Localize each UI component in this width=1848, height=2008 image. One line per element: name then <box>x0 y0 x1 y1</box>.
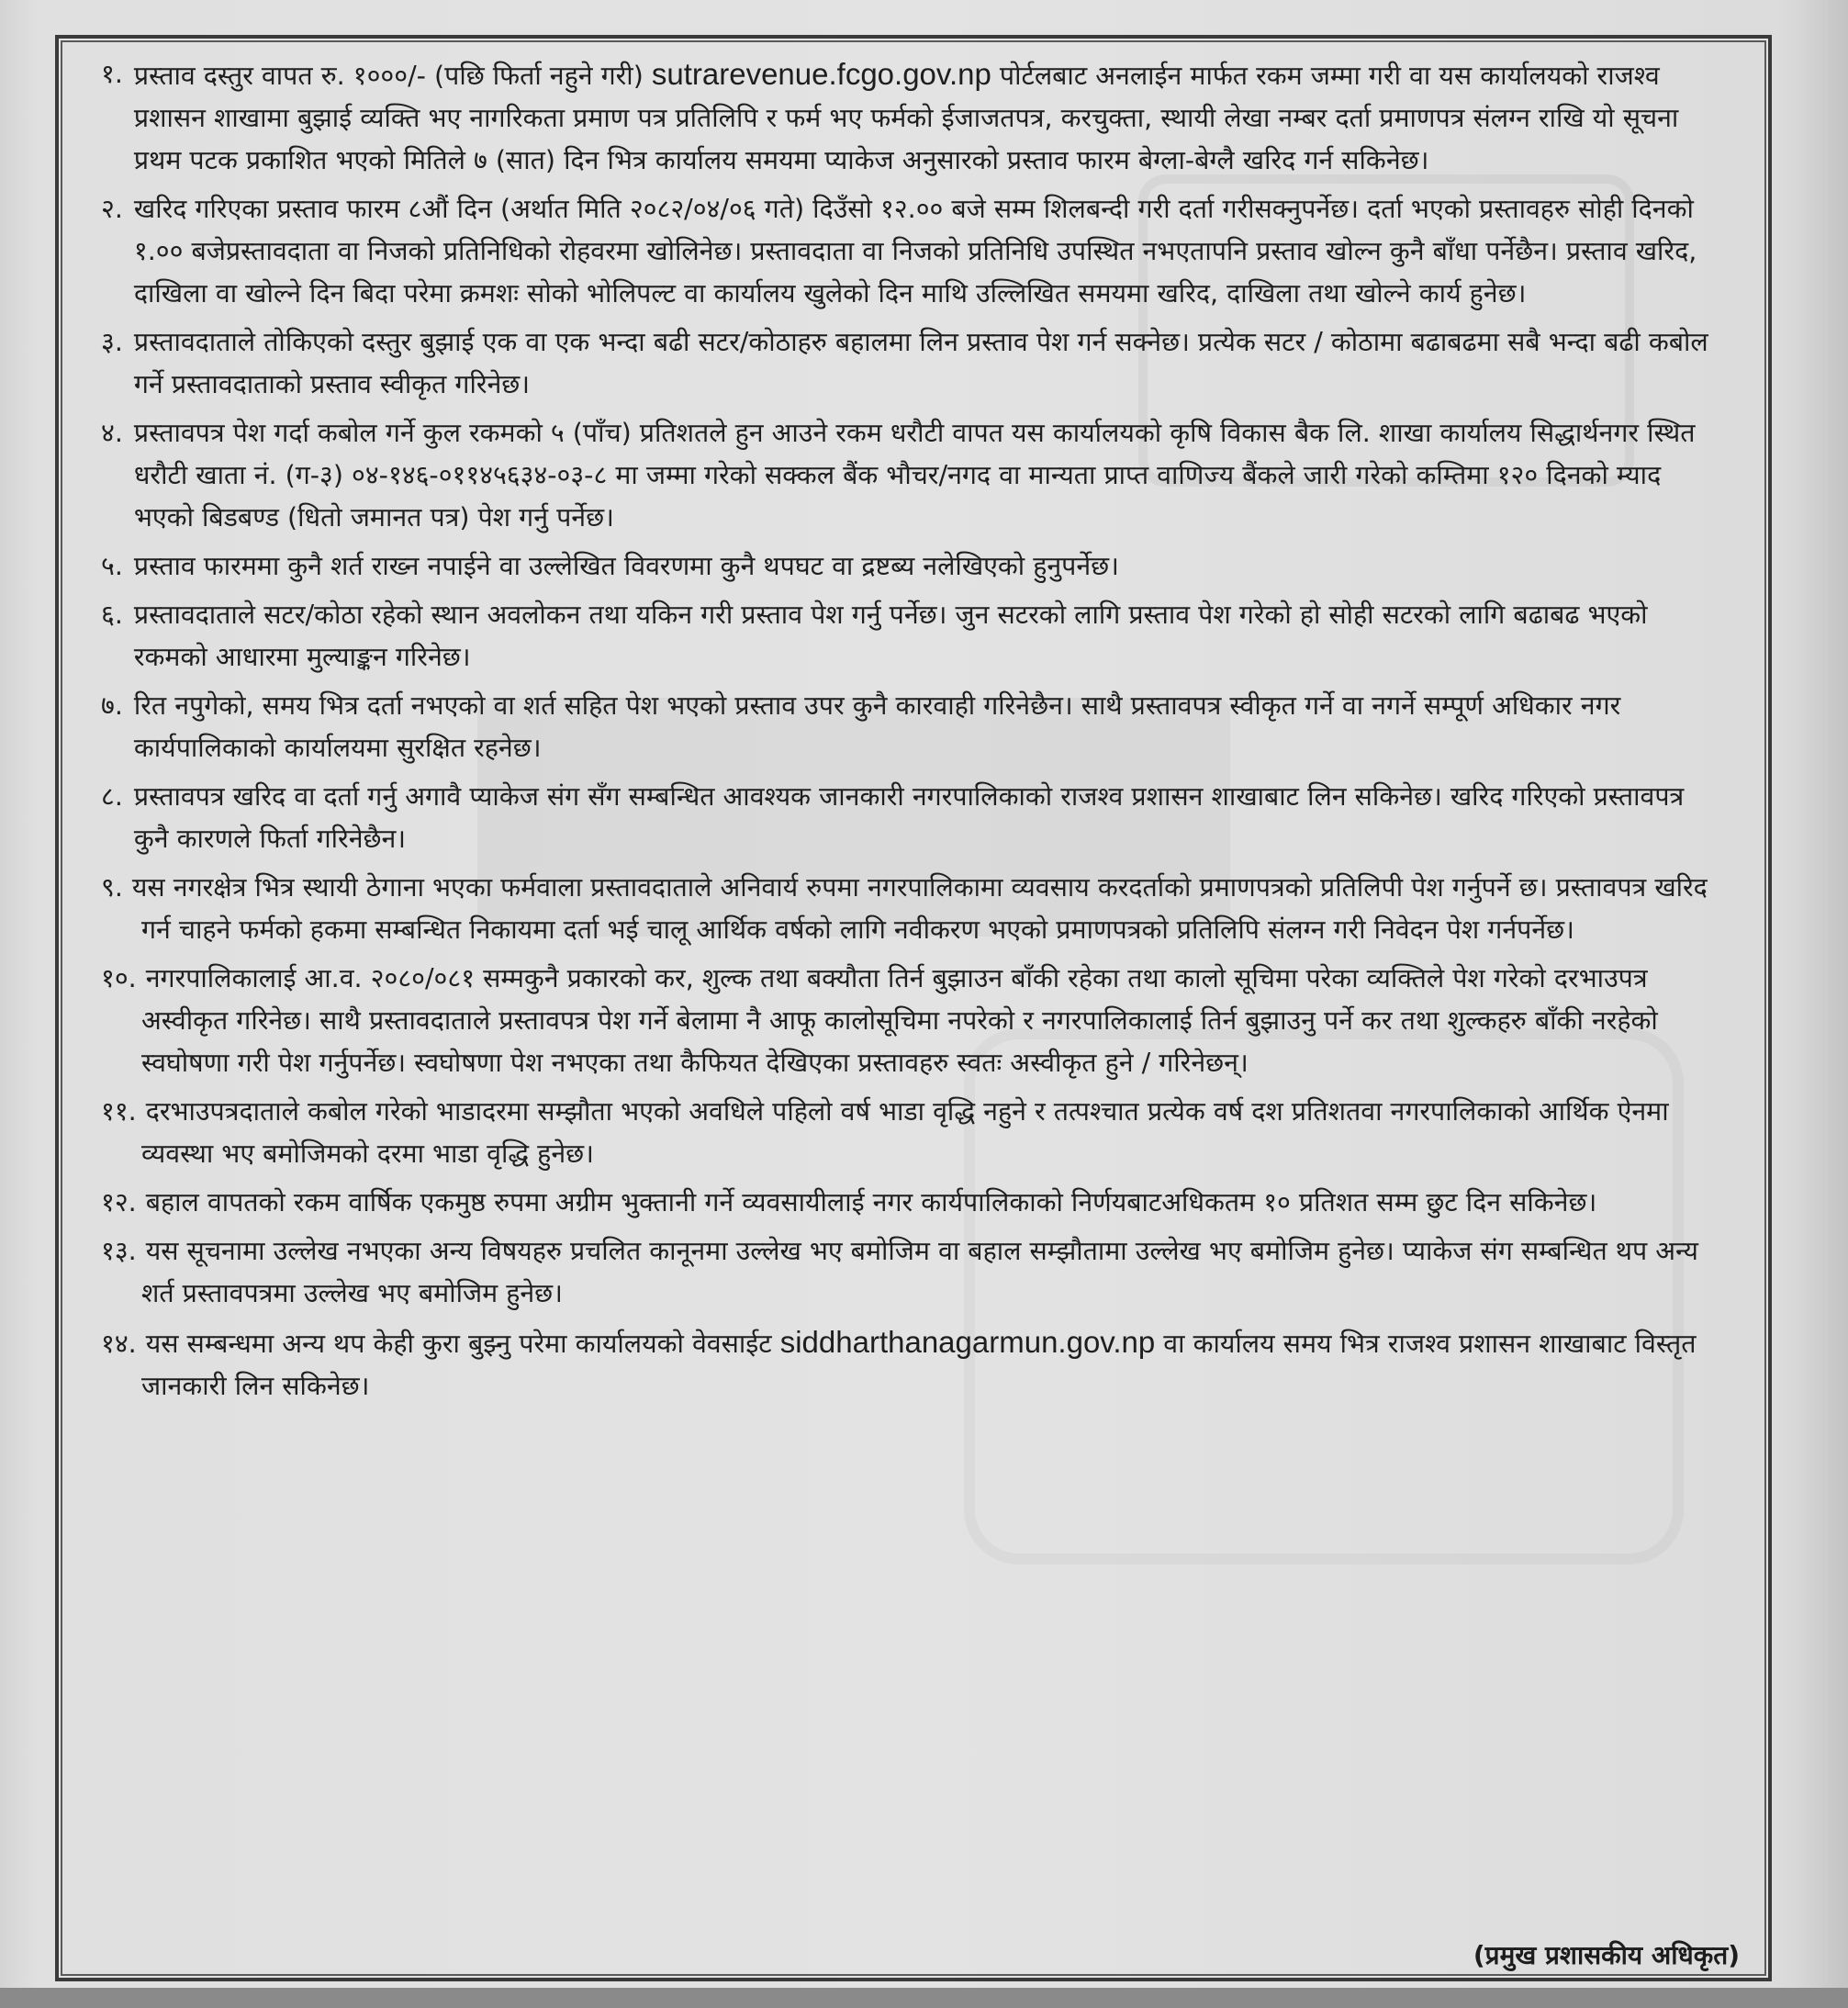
notice-item-10 <box>101 958 1726 1084</box>
item-text <box>141 1325 1697 1401</box>
item-text-part: प्रस्ताव दस्तुर वापत रु. १०००/- (पछि फिर्ता नहुने गरी) <box>133 61 652 91</box>
item-number: १. <box>101 59 123 89</box>
item-number: ९. <box>101 872 123 903</box>
item-number: ४. <box>101 418 123 448</box>
item-number: १४. <box>101 1329 137 1359</box>
notice-item-6 <box>101 594 1726 679</box>
item-number: १२. <box>101 1187 137 1217</box>
item-number: ३. <box>101 327 123 357</box>
municipality-website-url: siddharthanagarmun.gov.np <box>779 1325 1156 1359</box>
item-text: नगरपालिकालाई आ.व. २०८०/०८१ सम्मकुनै प्रकारको कर, शुल्क तथा बक्यौता तिर्न बुझाउन बाँकी रहेका तथा कालो सूचिमा परेका व्यक्तिले पेश गरेको दरभाउपत्र अस्वीकृत गरिनेछ। साथै प्रस्तावदाताले प्रस्तावपत्र पेश गर्ने बेलामा नै आफू कालोसूचिमा नपरेको र नगरपालिकालाई तिर्न बुझाउनु पर्ने कर तथा शुल्कहरु बाँकी नरहेको स्वघोषणा गरी पेश गर्नुपर्नेछ। स्वघोषणा पेश नभएका तथा कैफियत देखिएका प्रस्तावहरु स्वतः अस्वीकृत हुने / गरिनेछन्। <box>141 963 1658 1078</box>
notice-terms <box>101 53 1726 1414</box>
item-number: ५. <box>101 551 123 581</box>
notice-item-11 <box>101 1091 1726 1175</box>
notice-item-7 <box>101 685 1726 769</box>
item-number: १०. <box>101 963 137 993</box>
item-text <box>134 53 1726 182</box>
notice-item-14 <box>101 1321 1726 1408</box>
notice-item-1 <box>101 53 1726 182</box>
notice-item-4 <box>101 412 1726 539</box>
notice-item-2 <box>101 188 1726 315</box>
item-text: खरिद गरिएका प्रस्ताव फारम ८औं दिन (अर्थात मिति २०८२/०४/०६ गते) दिउँसो १२.०० बजे सम्म शिलबन्दी गरी दर्ता गरीसक्नुपर्नेछ। दर्ता भएको प्रस्तावहरु सोही दिनको १.०० बजेप्रस्तावदाता वा निजको प्रतिनिधिको रोहवरमा खोलिनेछ। प्रस्तावदाता वा निजको प्रतिनिधि उपस्थित नभएतापनि प्रस्ताव खोल्न कुनै बाँधा पर्नेछैन। प्रस्ताव खरिद, दाखिला वा खोल्ने दिन बिदा परेमा क्रमशः सोको भोलिपल्ट वा कार्यालय खुलेको दिन माथि उल्लिखित समयमा खरिद, दाखिला तथा खोल्ने कार्य हुनेछ। <box>133 194 1697 308</box>
item-text: प्रस्तावपत्र खरिद वा दर्ता गर्नु अगावै प्याकेज संग सँग सम्बन्धित आवश्यक जानकारी नगरपालिकाको राजश्व प्रशासन शाखाबाट लिन सकिनेछ। खरिद गरिएको प्रस्तावपत्र कुनै कारणले फिर्ता गरिनेछैन। <box>133 781 1685 854</box>
notice-item-5 <box>101 545 1726 588</box>
item-number: ८. <box>101 781 123 812</box>
notice-item-8 <box>101 776 1726 860</box>
item-text: प्रस्तावदाताले सटर/कोठा रहेको स्थान अवलोकन तथा यकिन गरी प्रस्ताव पेश गर्नु पर्नेछ। जुन सटरको लागि प्रस्ताव पेश गरेको हो सोही सटरको लागि बढाबढ भएको रकमको आधारमा मुल्याङ्कन गरिनेछ। <box>133 600 1648 672</box>
notice-item-9 <box>101 867 1726 951</box>
item-text: प्रस्तावदाताले तोकिएको दस्तुर बुझाई एक वा एक भन्दा बढी सटर/कोठाहरु बहालमा लिन प्रस्ताव पेश गर्न सक्नेछ। प्रत्येक सटर / कोठामा बढाबढमा सबै भन्दा बढी कबोल गर्ने प्रस्तावदाताको प्रस्ताव स्वीकृत गरिनेछ। <box>133 327 1708 399</box>
item-text: प्रस्तावपत्र पेश गर्दा कबोल गर्ने कुल रकमको ५ (पाँच) प्रतिशतले हुन आउने रकम धरौटी वापत यस कार्यालयको कृषि विकास बैक लि. शाखा कार्यालय सिद्धार्थनगर स्थित धरौटी खाता नं. (ग-३) ०४-१४६-०११४५६३४-०३-८ मा जम्मा गरेको सक्कल बैंक भौचर/नगद वा मान्यता प्राप्त वाणिज्य बैंकले जारी गरेको कम्तिमा १२० दिनको म्याद भएको बिडबण्ड (धितो जमानत पत्र) पेश गर्नु पर्नेछ। <box>133 418 1696 533</box>
item-number: १३. <box>101 1236 137 1266</box>
item-text: प्रस्ताव फारममा कुनै शर्त राख्न नपाईने वा उल्लेखित विवरणमा कुनै थपघट वा द्रष्टब्य नलेखिएको हुनुपर्नेछ। <box>133 551 1119 581</box>
item-text: दरभाउपत्रदाताले कबोल गरेको भाडादरमा सम्झौता भएको अवधिले पहिलो वर्ष भाडा वृद्धि नहुने र तत्पश्चात प्रत्येक वर्ष दश प्रतिशतवा नगरपालिकाको आर्थिक ऐनमा व्यवस्था भए बमोजिमको दरमा भाडा वृद्धि हुनेछ। <box>141 1096 1669 1169</box>
bottom-scan-edge <box>0 1988 1848 2008</box>
item-number: ७. <box>101 690 123 721</box>
item-text-part: वा कार्यालय समय भित्र राजश्व प्रशासन शाखाबाट विस्तृत जानकारी लिन सकिनेछ। <box>141 1329 1697 1401</box>
item-number: २. <box>101 194 123 224</box>
item-text: यस सूचनामा उल्लेख नभएका अन्य विषयहरु प्रचलित कानूनमा उल्लेख भए बमोजिम वा बहाल सम्झौतामा उल्लेख भए बमोजिम हुनेछ। प्याकेज संग सम्बन्धित थप अन्य शर्त प्रस्तावपत्रमा उल्लेख भए बमोजिम हुनेछ। <box>141 1236 1698 1308</box>
page-spine-shadow <box>1793 0 1848 2008</box>
notice-item-13 <box>101 1230 1726 1315</box>
signature-designation: (प्रमुख प्रशासकीय अधिकृत) <box>1473 1940 1740 1970</box>
item-number: ११. <box>101 1096 137 1127</box>
notice-item-3 <box>101 321 1726 406</box>
item-text-part: यस सम्बन्धमा अन्य थप केही कुरा बुझ्नु परेमा कार्यालयको वेवसाईट <box>145 1329 780 1359</box>
item-number: ६. <box>101 600 123 630</box>
notice-item-12 <box>101 1182 1726 1224</box>
item-text: बहाल वापतको रकम वार्षिक एकमुष्ठ रुपमा अग्रीम भुक्तानी गर्ने व्यवसायीलाई नगर कार्यपालिकाको निर्णयबाटअधिकतम १० प्रतिशत सम्म छुट दिन सकिनेछ। <box>145 1187 1597 1217</box>
revenue-portal-url: sutrarevenue.fcgo.gov.np <box>651 57 991 91</box>
item-text-part: पोर्टलबाट अनलाईन मार्फत रकम जम्मा गरी वा यस कार्यालयको राजश्व प्रशासन शाखामा बुझाई व्यक्ति भए नागरिकता प्रमाण पत्र प्रतिलिपि र फर्म भए फर्मको ईजाजतपत्र, करचुक्ता, स्थायी लेखा नम्बर दर्ता प्रमाणपत्र संलग्न राखि यो सूचना प्रथम पटक प्रकाशित भएको मितिले ७ (सात) दिन भित्र कार्यालय समयमा प्याकेज अनुसारको प्रस्ताव फारम बेग्ला-बेग्लै खरिद गर्न सकिनेछ। <box>133 61 1679 175</box>
item-text: यस नगरक्षेत्र भित्र स्थायी ठेगाना भएका फर्मवाला प्रस्तावदाताले अनिवार्य रुपमा नगरपालिकामा व्यवसाय करदर्ताको प्रमाणपत्रको प्रतिलिपी पेश गर्नुपर्ने छ। प्रस्तावपत्र खरिद गर्न चाहने फर्मको हकमा सम्बन्धित निकायमा दर्ता भई चालू आर्थिक वर्षको लागि नवीकरण भएको प्रमाणपत्रको प्रतिलिपि संलग्न गरी निवेदन पेश गर्नपर्नेछ। <box>131 872 1708 945</box>
item-text: रित नपुगेको, समय भित्र दर्ता नभएको वा शर्त सहित पेश भएको प्रस्ताव उपर कुनै कारवाही गरिनेछैन। साथै प्रस्तावपत्र स्वीकृत गर्ने वा नगर्ने सम्पूर्ण अधिकार नगर कार्यपालिकाको कार्यालयमा सुरक्षित रहनेछ। <box>133 690 1621 763</box>
